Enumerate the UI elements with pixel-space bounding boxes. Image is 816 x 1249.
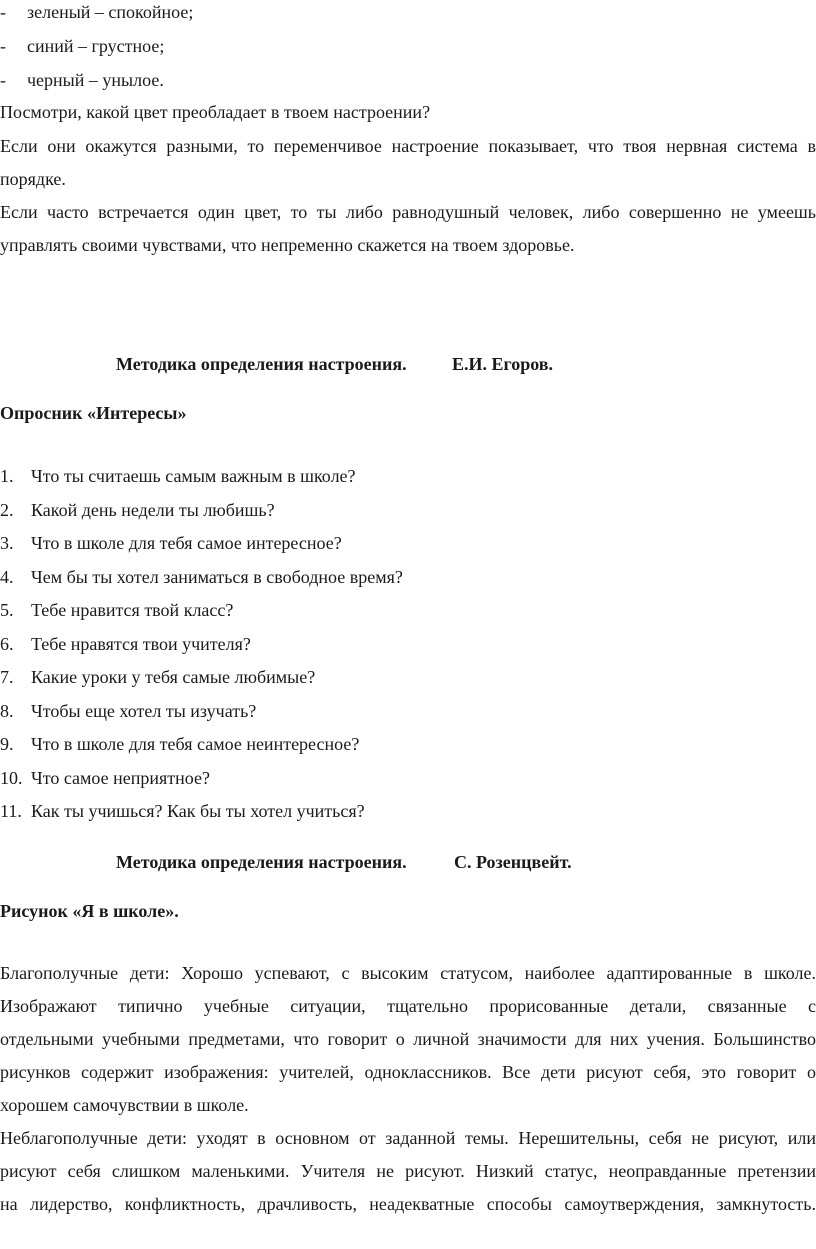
list-item-text: синий – грустное; — [27, 36, 165, 56]
list-dash: - — [0, 36, 6, 56]
paragraph-line: хорошем самочувствии в школе. — [0, 1095, 249, 1115]
paragraph-line: Если они окажутся разными, то переменчивое настроение показывает, что твоя нервная система в — [0, 136, 816, 156]
question-number: 5. — [0, 600, 14, 620]
intro-question: Посмотри, какой цвет преобладает в твоем настроении? — [0, 102, 431, 122]
question-text: Какие уроки у тебя самые любимые? — [31, 667, 316, 687]
section-title: Методика определения настроения. — [116, 354, 407, 374]
question-text: Что в школе для тебя самое неинтересное? — [31, 734, 360, 754]
question-number: 10. — [0, 767, 23, 788]
question-number: 1. — [0, 466, 14, 486]
list-item-text: черный – унылое. — [27, 70, 164, 90]
section-title: Методика определения настроения. — [116, 852, 407, 872]
paragraph-line: Благополучные дети: Хорошо успевают, с высоким статусом, наиболее адаптированные в школе. — [0, 963, 816, 983]
question-text: Что ты считаешь самым важным в школе? — [31, 466, 356, 486]
paragraph-line: порядке. — [0, 169, 66, 189]
paragraph-line: Неблагополучные дети: уходят в основном от заданной темы. Нерешительны, себя не рисуют, или — [0, 1128, 816, 1148]
section-author: Е.И. Егоров. — [452, 354, 554, 374]
list-dash: - — [0, 70, 6, 90]
question-text: Тебе нравятся твои учителя? — [31, 633, 251, 654]
question-number: 9. — [0, 734, 14, 754]
list-dash: - — [0, 2, 6, 22]
question-number: 2. — [0, 499, 14, 520]
paragraph-line: Если часто встречается один цвет, то ты либо равнодушный человек, либо совершенно не умеешь — [0, 202, 816, 222]
question-number: 8. — [0, 700, 14, 721]
paragraph-line: управлять своими чувствами, что непременно скажется на твоем здоровье. — [0, 235, 575, 255]
question-text: Что самое неприятное? — [31, 767, 210, 788]
question-number: 3. — [0, 533, 14, 553]
paragraph-line: Изображают типично учебные ситуации, тщательно прорисованные детали, связанные с — [0, 996, 816, 1016]
question-number: 11. — [0, 801, 22, 821]
question-text: Что в школе для тебя самое интересное? — [31, 533, 342, 553]
paragraph-line: рисуют себя слишком маленькими. Учителя не рисуют. Низкий статус, неоправданные претензии — [0, 1161, 816, 1181]
section-subtitle: Опросник «Интересы» — [0, 403, 187, 423]
section-subtitle: Рисунок «Я в школе». — [0, 901, 179, 921]
question-number: 6. — [0, 633, 14, 654]
question-number: 7. — [0, 667, 14, 687]
list-item-text: зеленый – спокойное; — [27, 2, 194, 22]
question-text: Чтобы еще хотел ты изучать? — [31, 700, 257, 721]
question-text: Какой день недели ты любишь? — [31, 499, 275, 520]
question-number: 4. — [0, 566, 14, 587]
paragraph-line: рисунков содержит изображения: учителей, одноклассников. Все дети рисуют себя, это говорит о — [0, 1062, 816, 1082]
paragraph-line: отдельными учебными предметами, что говорит о личной значимости для них учения. Большинство — [0, 1029, 816, 1049]
paragraph-line: на лидерство, конфликтность, драчливость, неадекватные способы самоутверждения, замкнутость. — [0, 1194, 816, 1214]
section-author: С. Розенцвейт. — [454, 852, 572, 872]
question-text: Тебе нравится твой класс? — [31, 600, 234, 620]
question-text: Как ты учишься? Как бы ты хотел учиться? — [31, 801, 365, 821]
question-text: Чем бы ты хотел заниматься в свободное время? — [31, 566, 403, 587]
